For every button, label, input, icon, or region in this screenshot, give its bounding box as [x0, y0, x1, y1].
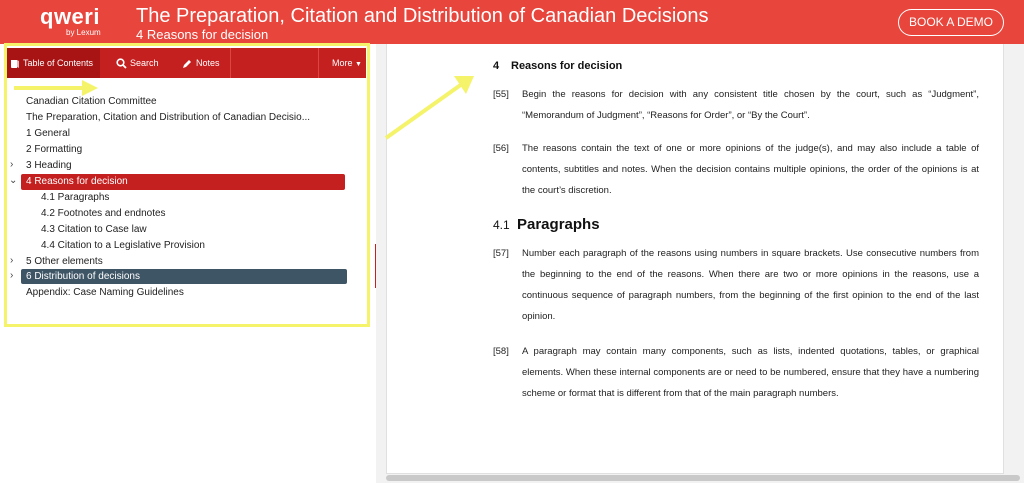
paragraph — [493, 84, 979, 126]
tab-toc-label: Table of Contents — [23, 58, 94, 68]
subsection-number: 4.1 — [493, 218, 510, 232]
tab-notes[interactable] — [176, 48, 232, 78]
toc-item-document-title[interactable]: The Preparation, Citation and Distribution of Canadian Decisio... — [26, 112, 311, 123]
toc-item-heading[interactable]: 3 Heading — [26, 160, 72, 171]
document-title: The Preparation, Citation and Distribution of Canadian Decisions — [136, 5, 709, 27]
search-icon — [116, 58, 127, 69]
paragraph-number: [58] — [493, 346, 509, 357]
panel-tabbar — [4, 48, 366, 78]
qweri-logo[interactable]: qweri — [40, 4, 100, 29]
paragraph — [493, 243, 979, 327]
tab-search-label: Search — [130, 58, 159, 68]
pencil-icon — [182, 58, 193, 69]
chevron-right-icon[interactable]: › — [10, 270, 14, 281]
toc-item-distribution[interactable]: 6 Distribution of decisions — [21, 269, 347, 284]
document-page — [386, 44, 1004, 474]
toc-item-general[interactable]: 1 General — [26, 128, 70, 139]
logo-subtitle: by Lexum — [66, 28, 101, 37]
document-subtitle: 4 Reasons for decision — [136, 27, 269, 42]
paragraph-text: A paragraph may contain many components, such as lists, indented quotations, tables, or graphical elements. When these internal components are or need to be numbered, ensure that they have a numbering scheme or format that is different from that of the main paragraph numbers. — [522, 346, 979, 399]
paragraph — [493, 341, 979, 404]
subsection-heading — [493, 216, 600, 233]
paragraph-text: Begin the reasons for decision with any consistent title chosen by the court, such as “Judgment”, “Memorandum of Judgment”, “Reasons for Order”, or “By the Court”. — [522, 89, 979, 121]
toc-item-other-elements[interactable]: 5 Other elements — [26, 256, 103, 267]
toc-item-citation-legislative[interactable]: 4.4 Citation to a Legislative Provision — [41, 240, 205, 251]
chevron-right-icon[interactable]: › — [10, 159, 14, 170]
toc-item-canadian-citation-committee[interactable]: Canadian Citation Committee — [26, 96, 157, 107]
more-dropdown[interactable] — [326, 48, 366, 78]
tab-table-of-contents[interactable] — [4, 48, 100, 78]
paragraph-text: The reasons contain the text of one or more opinions of the judge(s), and may also include a table of contents, subtitles and notes. When the decision contains multiple opinions, the order of the opinions is at the court’s discretion. — [522, 143, 979, 196]
book-demo-button[interactable]: BOOK A DEMO — [898, 9, 1004, 36]
chevron-right-icon[interactable]: › — [10, 255, 14, 266]
toc-item-paragraphs[interactable]: 4.1 Paragraphs — [41, 192, 110, 203]
tab-separator — [318, 48, 319, 78]
book-icon — [10, 59, 20, 69]
chevron-down-icon[interactable]: ⌄ — [9, 175, 18, 186]
paragraph-number: [56] — [493, 143, 509, 154]
toc-item-formatting[interactable]: 2 Formatting — [26, 144, 83, 155]
subsection-title: Paragraphs — [517, 216, 600, 233]
tab-notes-label: Notes — [196, 58, 220, 68]
section-title: Reasons for decision — [511, 60, 623, 72]
more-label: More — [332, 58, 353, 68]
horizontal-scrollbar[interactable] — [386, 475, 1020, 481]
document-pane — [376, 44, 1024, 483]
paragraph — [493, 138, 979, 201]
paragraph-number: [55] — [493, 89, 509, 100]
tab-search[interactable] — [110, 48, 170, 78]
app-header — [0, 0, 1024, 44]
tab-separator — [230, 48, 231, 78]
toc-item-appendix[interactable]: Appendix: Case Naming Guidelines — [26, 287, 184, 298]
toc-item-reasons-for-decision[interactable]: 4 Reasons for decision — [21, 174, 345, 190]
caret-down-icon: ▼ — [355, 61, 362, 68]
section-number: 4 — [493, 60, 500, 72]
toc-item-footnotes[interactable]: 4.2 Footnotes and endnotes — [41, 208, 166, 219]
toc-item-citation-case-law[interactable]: 4.3 Citation to Case law — [41, 224, 147, 235]
paragraph-number: [57] — [493, 248, 509, 259]
paragraph-text: Number each paragraph of the reasons using numbers in square brackets. Use consecutive numbers from the beginning to the end of the reasons. When there are two or more opinions in the reasons, use a continuous sequence of paragraph numbers, from the beginning of the first opinion to the end of the last opinion. — [522, 248, 979, 322]
section-heading — [493, 60, 622, 72]
